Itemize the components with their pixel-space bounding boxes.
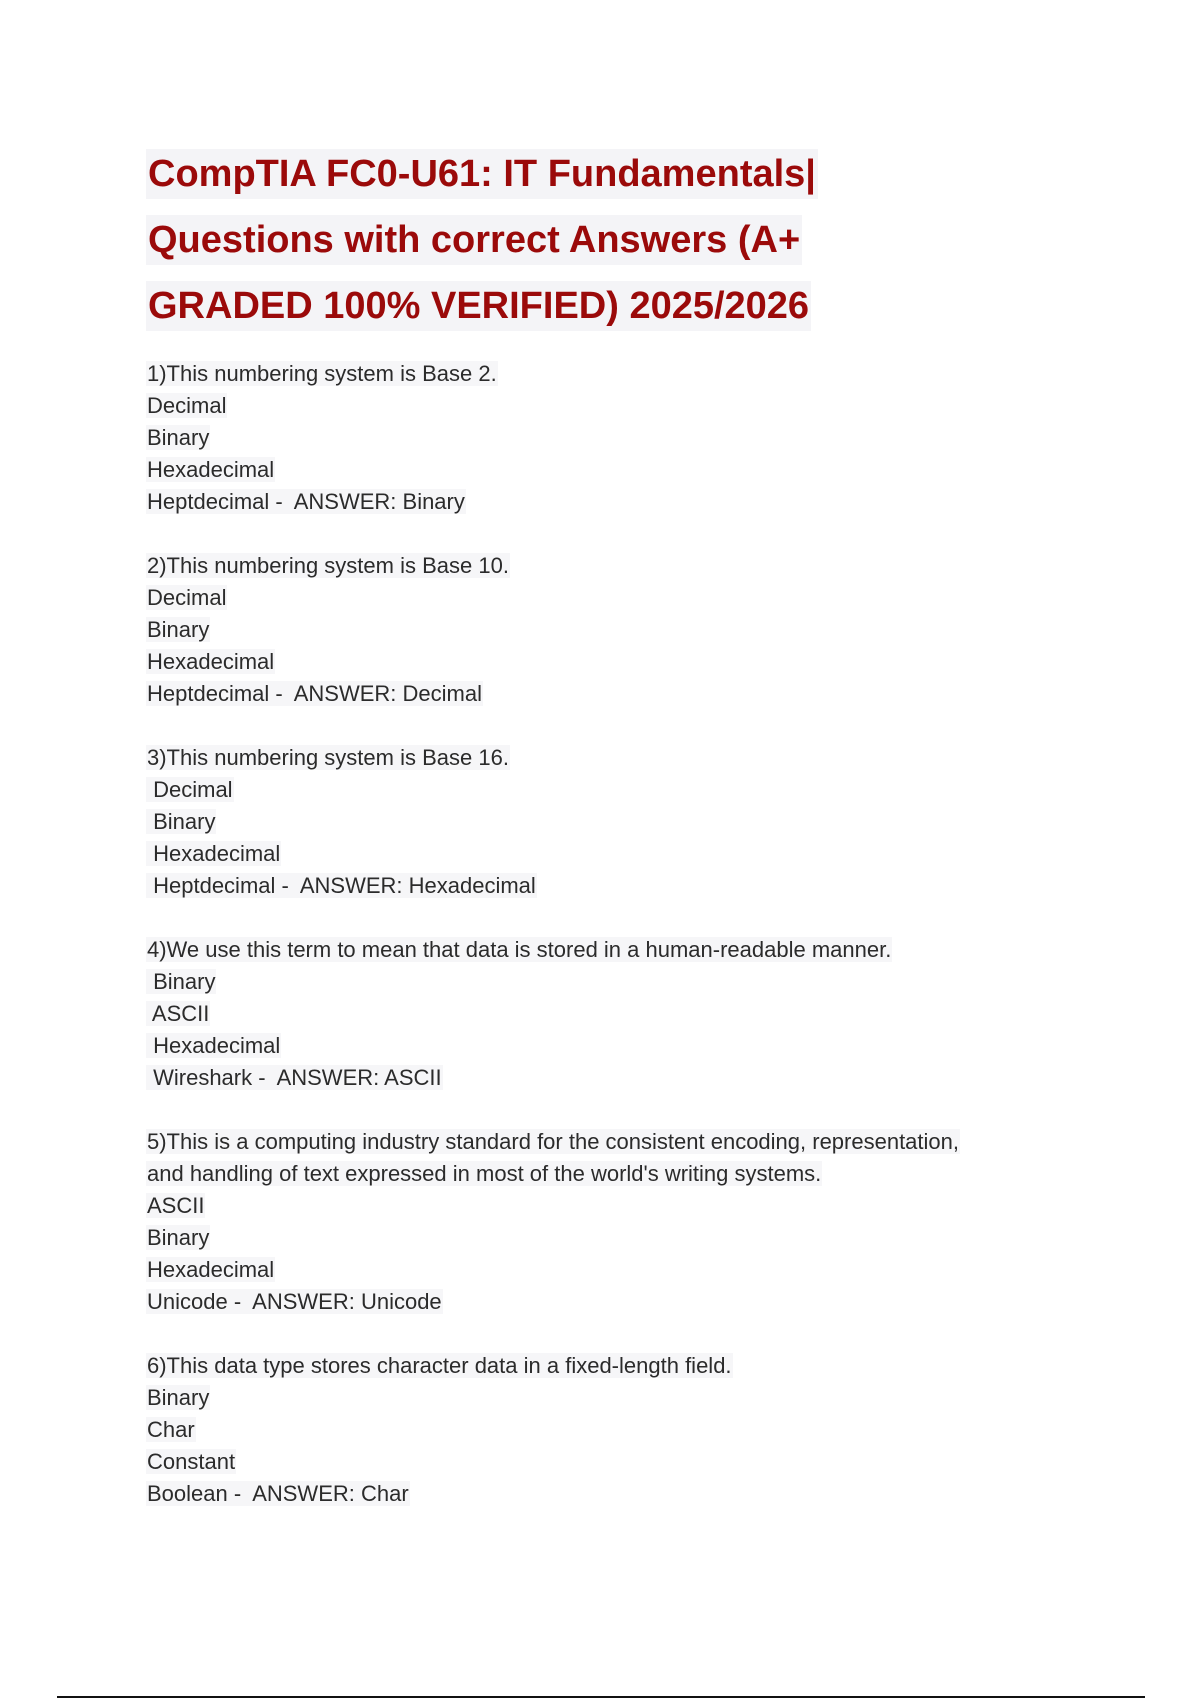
option-with-answer: Wireshark - ANSWER: ASCII	[147, 1065, 442, 1090]
title-line-2: Questions with correct Answers (A+	[146, 215, 802, 265]
question-list	[146, 358, 1066, 1542]
option: Binary	[147, 809, 216, 834]
question-1	[146, 358, 1066, 518]
question-prompt: 2)This numbering system is Base 10.	[147, 553, 509, 578]
option: Constant	[147, 1449, 236, 1474]
option: ASCII	[147, 1001, 210, 1026]
question-3	[146, 742, 1066, 902]
option: Binary	[147, 617, 210, 642]
question-6	[146, 1350, 1066, 1510]
title-line-1: CompTIA FC0-U61: IT Fundamentals|	[146, 149, 818, 199]
question-prompt: 1)This numbering system is Base 2.	[147, 361, 497, 386]
question-2	[146, 550, 1066, 710]
option: Decimal	[147, 585, 227, 610]
option: Hexadecimal	[147, 1033, 281, 1058]
option-with-answer: Boolean - ANSWER: Char	[147, 1481, 409, 1506]
option: Binary	[147, 425, 210, 450]
question-prompt: 4)We use this term to mean that data is stored in a human-readable manner.	[147, 937, 892, 962]
option: Hexadecimal	[147, 649, 275, 674]
option: Binary	[147, 969, 216, 994]
option-with-answer: Heptdecimal - ANSWER: Hexadecimal	[147, 873, 536, 898]
option: Binary	[147, 1385, 210, 1410]
footer-divider	[57, 1696, 1145, 1698]
option: Hexadecimal	[147, 457, 275, 482]
option: Decimal	[147, 393, 227, 418]
option-with-answer: Heptdecimal - ANSWER: Decimal	[147, 681, 482, 706]
document-title	[146, 144, 926, 342]
option: Hexadecimal	[147, 1257, 275, 1282]
option-with-answer: Unicode - ANSWER: Unicode	[147, 1289, 442, 1314]
question-prompt-continued: and handling of text expressed in most of the world's writing systems.	[147, 1161, 822, 1186]
question-5	[146, 1126, 1066, 1318]
option: Decimal	[147, 777, 233, 802]
question-prompt: 6)This data type stores character data in a fixed-length field.	[147, 1353, 732, 1378]
option: Binary	[147, 1225, 210, 1250]
option-with-answer: Heptdecimal - ANSWER: Binary	[147, 489, 465, 514]
question-4	[146, 934, 1066, 1094]
option: Char	[147, 1417, 195, 1442]
title-line-3: GRADED 100% VERIFIED) 2025/2026	[146, 281, 811, 331]
question-prompt: 3)This numbering system is Base 16.	[147, 745, 509, 770]
option: ASCII	[147, 1193, 205, 1218]
question-prompt: 5)This is a computing industry standard for the consistent encoding, representation,	[147, 1129, 960, 1154]
option: Hexadecimal	[147, 841, 281, 866]
